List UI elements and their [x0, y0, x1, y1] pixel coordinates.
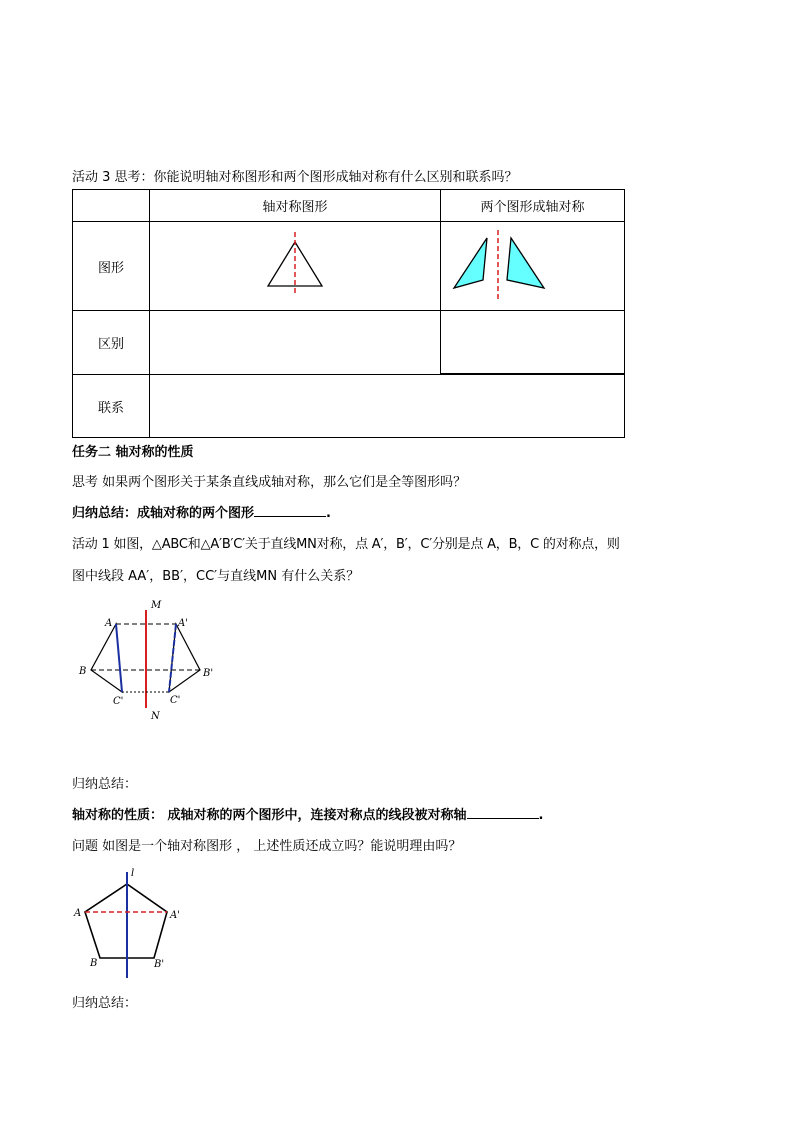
two-triangles-figure	[441, 222, 625, 306]
figure-pentagon	[72, 866, 192, 978]
activity3-text: 活动 3 思考：你能说明轴对称图形和两个图形成轴对称有什么区别和联系吗？	[72, 170, 518, 185]
table-corner-cell	[73, 190, 150, 222]
label-l: l	[131, 868, 135, 879]
label-B-prime: B'	[203, 668, 214, 679]
label-A-prime: A'	[178, 618, 188, 629]
label-A-prime: A'	[170, 910, 180, 921]
cell-axisymmetric-figure	[150, 222, 441, 311]
label-M: M	[151, 600, 162, 611]
table-header-two-figures: 两个图形成轴对称	[441, 190, 625, 222]
summary2-text: 归纳总结：	[72, 777, 138, 792]
label-B-prime: B'	[154, 959, 165, 970]
cell-difference-2	[441, 311, 625, 374]
figure-mn-symmetry	[72, 596, 222, 722]
row-label-relation: 联系	[73, 375, 150, 438]
label-A: A	[74, 908, 82, 919]
think-text: 思考 如果两个图形关于某条直线成轴对称，那么它们是全等图形吗？	[72, 475, 467, 490]
property-blank	[467, 818, 539, 819]
label-N: N	[151, 711, 160, 722]
property-end: .	[538, 808, 544, 823]
label-C-prime: C'	[170, 695, 181, 706]
activity1-line1: 活动 1 如图，△ABC和△A′B′C′关于直线MN对称，点 A′，B′，C′分别是点 A，B，C 的对称点，则	[72, 537, 620, 552]
summary1-text: 归纳总结：成轴对称的两个图形	[72, 506, 255, 521]
label-C: C'	[113, 696, 124, 707]
label-B: B	[90, 958, 98, 969]
triangle-figure	[150, 222, 441, 306]
label-B: B	[79, 666, 87, 677]
property-text: 轴对称的性质： 成轴对称的两个图形中，连接对称点的线段被对称轴	[72, 808, 467, 823]
property-line	[72, 804, 543, 823]
label-A: A	[105, 618, 113, 629]
cell-difference-1	[150, 311, 441, 375]
summary1-blank	[254, 516, 326, 517]
summary1-end: .	[326, 506, 331, 521]
table-header-axisymmetric: 轴对称图形	[150, 190, 441, 222]
comparison-table	[72, 189, 625, 438]
summary1-line	[72, 502, 331, 521]
row-label-figure: 图形	[73, 222, 150, 311]
row-label-difference: 区别	[73, 311, 150, 375]
cell-two-figures	[441, 222, 625, 311]
summary3-text: 归纳总结：	[72, 996, 138, 1011]
cell-relation	[150, 375, 625, 438]
question-text: 问题 如图是一个轴对称图形 ， 上述性质还成立吗？能说明理由吗？	[72, 839, 462, 854]
task2-title: 任务二 轴对称的性质	[72, 445, 194, 460]
activity1-line2: 图中线段 AA′，BB′，CC′与直线MN 有什么关系？	[72, 569, 360, 584]
